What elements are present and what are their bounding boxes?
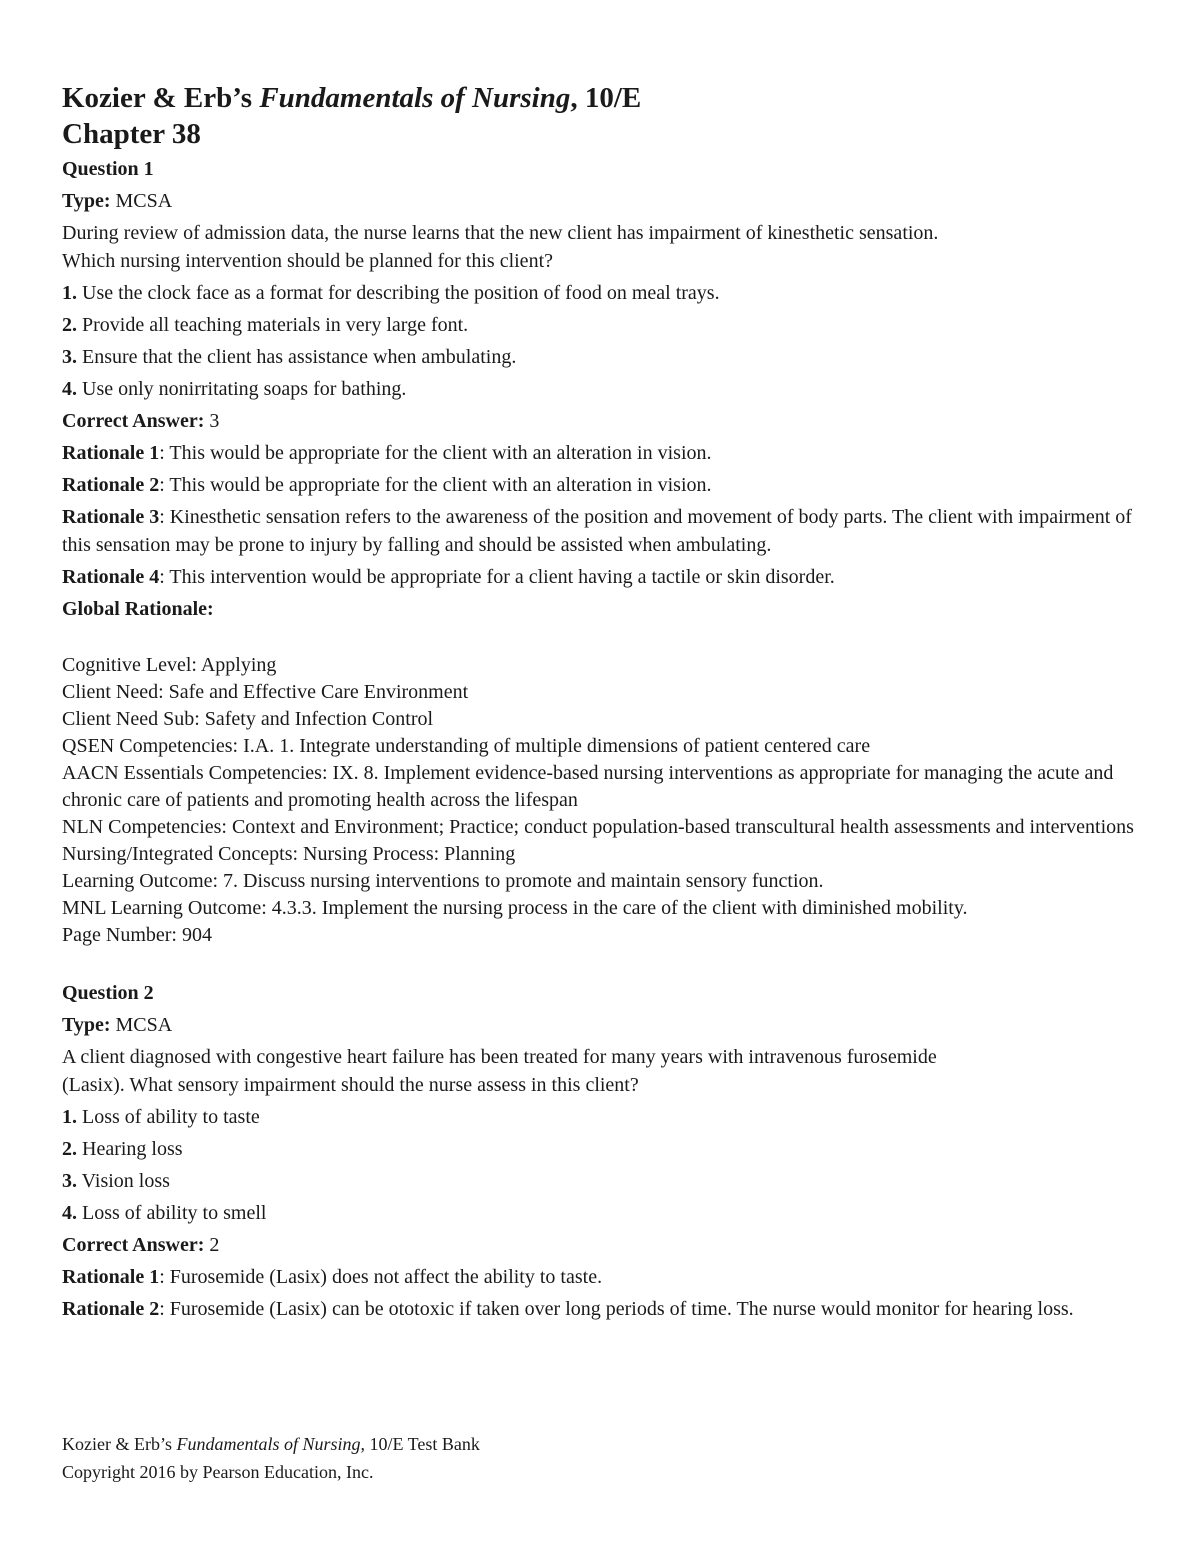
meta-nursing-concepts: Nursing/Integrated Concepts: Nursing Process: Planning <box>62 843 516 865</box>
question-2-heading: Question 2 <box>62 982 154 1004</box>
option-1: 1. Use the clock face as a format for describing the position of food on meal trays. <box>62 282 720 304</box>
question-2-options <box>62 1103 1142 1227</box>
option-2: 2. Provide all teaching materials in very large font. <box>62 314 469 336</box>
meta-page-number: Page Number: 904 <box>62 924 212 946</box>
meta-client-need: Client Need: Safe and Effective Care Environment <box>62 681 469 703</box>
option-3: 3. Vision loss <box>62 1170 170 1192</box>
question-1-correct-answer: Correct Answer: 3 <box>62 410 220 432</box>
question-2-type: Type: MCSA <box>62 1014 173 1036</box>
document-page <box>62 82 1142 1327</box>
meta-qsen: QSEN Competencies: I.A. 1. Integrate understanding of multiple dimensions of patient centered care <box>62 735 871 757</box>
option-4: 4. Loss of ability to smell <box>62 1202 267 1224</box>
option-2: 2. Hearing loss <box>62 1138 183 1160</box>
rationale-2: Rationale 2: Furosemide (Lasix) can be ototoxic if taken over long periods of time. The nurse would monitor for hearing loss. <box>62 1298 1074 1320</box>
question-1-heading: Question 1 <box>62 158 154 180</box>
option-4: 4. Use only nonirritating soaps for bathing. <box>62 378 407 400</box>
question-2-stem: A client diagnosed with congestive heart failure has been treated for many years with intravenous furosemide (Lasix). What sensory impairment should the nurse assess in this client? <box>62 1046 937 1096</box>
global-rationale-label: Global Rationale: <box>62 598 214 620</box>
footer-book-line: Kozier & Erb’s Fundamentals of Nursing, 10/E Test Bank <box>62 1434 480 1454</box>
meta-client-need-sub: Client Need Sub: Safety and Infection Control <box>62 708 434 730</box>
rationale-2: Rationale 2: This would be appropriate for the client with an alteration in vision. <box>62 474 712 496</box>
meta-aacn: AACN Essentials Competencies: IX. 8. Implement evidence-based nursing interventions as appropriate for managing the acute and chronic care of patients and promoting health across the lifespan <box>62 762 1114 811</box>
question-2-correct-answer: Correct Answer: 2 <box>62 1234 220 1256</box>
rationale-1: Rationale 1: Furosemide (Lasix) does not affect the ability to taste. <box>62 1266 603 1288</box>
footer-copyright: Copyright 2016 by Pearson Education, Inc. <box>62 1462 374 1482</box>
meta-cognitive-level: Cognitive Level: Applying <box>62 654 277 676</box>
chapter-heading: Chapter 38 <box>62 118 201 150</box>
option-3: 3. Ensure that the client has assistance when ambulating. <box>62 346 517 368</box>
option-1: 1. Loss of ability to taste <box>62 1106 260 1128</box>
meta-nln: NLN Competencies: Context and Environment; Practice; conduct population-based transcultural health assessments and interventions <box>62 816 1134 838</box>
meta-learning-outcome: Learning Outcome: 7. Discuss nursing interventions to promote and maintain sensory function. <box>62 870 824 892</box>
rationale-3: Rationale 3: Kinesthetic sensation refers to the awareness of the position and movement of body parts. The client with impairment of this sensation may be prone to injury by falling and should be assisted when ambulating. <box>62 506 1132 556</box>
meta-mnl-learning-outcome: MNL Learning Outcome: 4.3.3. Implement the nursing process in the care of the client with diminished mobility. <box>62 897 968 919</box>
question-1-type: Type: MCSA <box>62 190 173 212</box>
rationale-1: Rationale 1: This would be appropriate for the client with an alteration in vision. <box>62 442 712 464</box>
book-title: Kozier & Erb’s Fundamentals of Nursing, 10/E <box>62 82 642 114</box>
question-1-options <box>62 279 1142 403</box>
question-1-metadata <box>62 652 1142 949</box>
question-1-stem: During review of admission data, the nurse learns that the new client has impairment of kinesthetic sensation. Which nursing intervention should be planned for this client? <box>62 222 939 272</box>
rationale-4: Rationale 4: This intervention would be appropriate for a client having a tactile or skin disorder. <box>62 566 835 588</box>
page-footer <box>62 1430 480 1486</box>
